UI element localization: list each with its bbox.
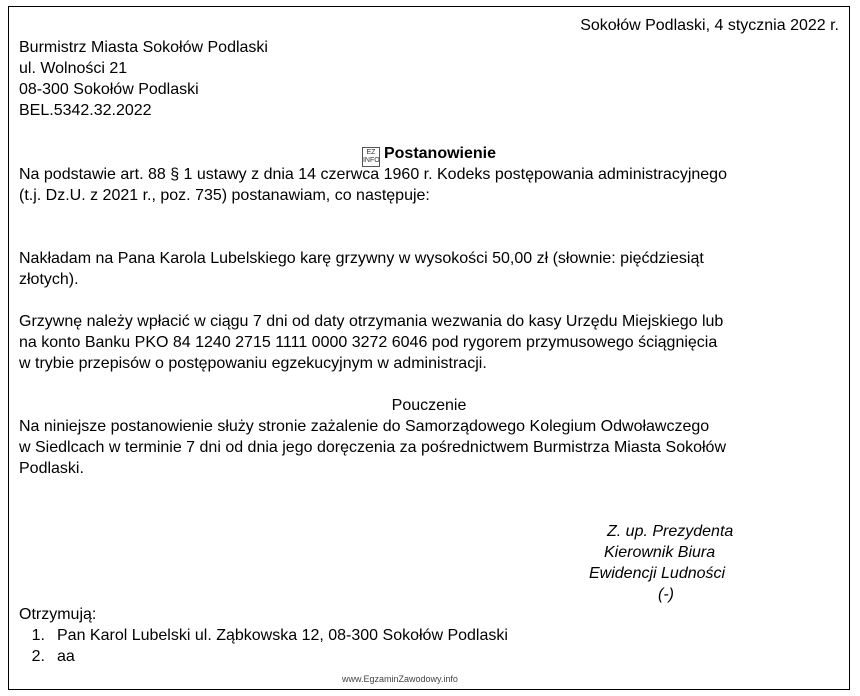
- list-item-text: aa: [57, 648, 75, 665]
- document-page: [8, 6, 850, 690]
- legal-basis-line-1: Na podstawie art. 88 § 1 ustawy z dnia 14 czerwca 1960 r. Kodeks postępowania administracyjnego: [19, 166, 727, 183]
- sender-street: ul. Wolności 21: [19, 60, 128, 77]
- document-title: Postanowienie: [383, 145, 497, 162]
- payment-line-2: na konto Banku PKO 84 1240 2715 1111 0000 3272 6046 pod rygorem przymusowego ściągnięcia: [19, 334, 718, 351]
- watermark: www.EgzaminZawodowy.info: [342, 674, 458, 684]
- payment-line-3: w trybie przepisów o postępowaniu egzekucyjnym w administracji.: [19, 355, 487, 372]
- signature-line-3: Ewidencji Ludności: [589, 565, 726, 582]
- instruction-line-2: w Siedlcach w terminie 7 dni od dnia jego doręczenia za pośrednictwem Burmistrza Miasta Sokołów: [19, 439, 726, 456]
- signature-line-2: Kierownik Biura: [604, 544, 716, 561]
- recipients-label: Otrzymują:: [19, 606, 97, 623]
- payment-line-1: Grzywnę należy wpłacić w ciągu 7 dni od daty otrzymania wezwania do kasy Urzędu Miejskiego lub: [19, 313, 724, 330]
- reference-number: BEL.5342.32.2022: [19, 102, 152, 119]
- place-date: Sokołów Podlaski, 4 stycznia 2022 r.: [580, 17, 839, 34]
- list-item-number: 2.: [31, 648, 45, 665]
- instruction-title: Pouczenie: [391, 397, 467, 414]
- list-item: [19, 626, 508, 646]
- list-item-number: 1.: [31, 627, 45, 644]
- sender-city: 08-300 Sokołów Podlaski: [19, 81, 199, 98]
- signature-line-4: (-): [658, 586, 674, 603]
- document-title-row: [9, 144, 849, 167]
- instruction-line-3: Podlaski.: [19, 460, 84, 477]
- signature-line-1: Z. up. Prezydenta: [607, 523, 734, 540]
- legal-basis-line-2: (t.j. Dz.U. z 2021 r., poz. 735) postanawiam, co następuje:: [19, 187, 430, 204]
- decision-line-2: złotych).: [19, 271, 79, 288]
- decision-line-1: Nakładam na Pana Karola Lubelskiego karę grzywny w wysokości 50,00 zł (słownie: pięćdziesiąt: [19, 250, 704, 267]
- list-item-text: Pan Karol Lubelski ul. Ząbkowska 12, 08-300 Sokołów Podlaski: [57, 627, 508, 644]
- ez-info-logo-icon: EZ INFO: [362, 147, 380, 167]
- instruction-line-1: Na niniejsze postanowienie służy stronie zażalenie do Samorządowego Kolegium Odwoławczego: [19, 418, 710, 435]
- list-item: [19, 647, 75, 667]
- sender-name: Burmistrz Miasta Sokołów Podlaski: [19, 39, 268, 56]
